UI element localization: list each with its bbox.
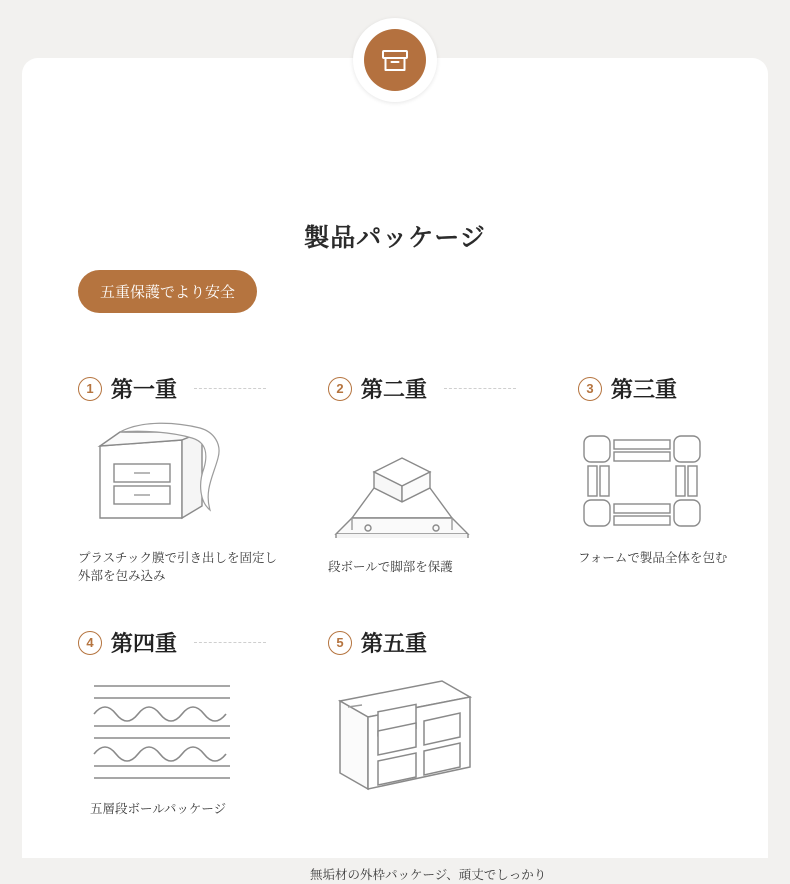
five-layer-corrugated-illustration	[72, 668, 252, 788]
title-highlight	[309, 256, 484, 267]
cardboard-leg-protection-illustration	[312, 418, 492, 538]
step-number-1: 1	[78, 377, 102, 401]
step-caption-2: 段ボールで脚部を保護	[328, 560, 453, 574]
package-badge	[353, 18, 437, 102]
step-caption-1: プラスチック膜で引き出しを固定し外部を包み込み	[78, 551, 278, 584]
page-title: 製品パッケージ	[304, 224, 486, 252]
step-number-4: 4	[78, 631, 102, 655]
step-divider-1	[194, 388, 266, 390]
package-box-icon	[364, 29, 426, 91]
foam-frame-illustration	[562, 418, 722, 538]
step-header-3	[578, 373, 677, 404]
solid-wood-crate-illustration	[310, 663, 500, 793]
step-caption-4: 五層段ボールパッケージ	[90, 802, 227, 816]
step-label-3: 第三重	[611, 377, 678, 402]
step-number-3: 3	[578, 377, 602, 401]
step-label-1: 第一重	[111, 377, 178, 402]
step-label-4: 第四重	[111, 631, 178, 656]
step-caption-5: 無垢材の外枠パッケージ、頑丈でしっかり	[310, 868, 547, 882]
plastic-film-wrap-illustration	[72, 418, 252, 538]
step-header-4	[78, 627, 266, 658]
content-card	[22, 58, 768, 882]
step-divider-4	[194, 642, 266, 644]
step-label-2: 第二重	[361, 377, 428, 402]
step-header-1	[78, 373, 266, 404]
step-header-5	[328, 627, 427, 658]
step-caption-3: フォームで製品全体を包む	[578, 551, 728, 565]
step-number-2: 2	[328, 377, 352, 401]
step-label-5: 第五重	[361, 631, 428, 656]
step-divider-2	[444, 388, 516, 390]
status-badge: 五重保護でより安全	[78, 270, 257, 313]
step-header-2	[328, 373, 516, 404]
step-number-5: 5	[328, 631, 352, 655]
